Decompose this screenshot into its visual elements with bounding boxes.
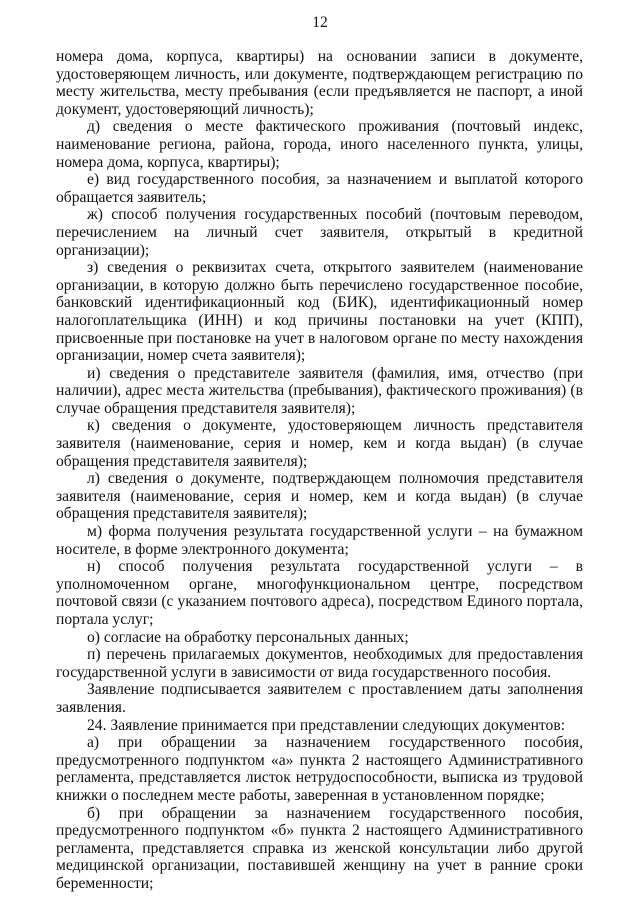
- paragraph-section-24: 24. Заявление принимается при представлении следующих документов:: [87, 716, 566, 734]
- paragraph-item-z: з) сведения о реквизитах счета, открытого заявителем (наименование организации, в которую должно быть перечислено государственное пособие, банковский идентификационный код (БИК), идентификационный номер налогоплательщика (ИНН) и код причины постановки на учет (КПП), присвоенные при постановке на учет в налоговом органе по месту нахождения организации, номер счета заявителя);: [56, 259, 583, 365]
- paragraph-item-b: б) при обращении за назначением государственного пособия, предусмотренного подпунктом «б» пункта 2 настоящего Административного регламента, представляется справка из женской консультации либо другой медицинской организации, поставившей женщину на учет в ранние сроки беременности;: [56, 804, 583, 892]
- paragraph-continuation: номера дома, корпуса, квартиры) на основании записи в документе, удостоверяющем личность, или документе, подтверждающем регистрацию по месту жительства, месту пребывания (если предъявляется не паспорт, а иной документ, удостоверяющий личность);: [56, 48, 583, 118]
- paragraph-item-n: н) способ получения результата государственной услуги – в уполномоченном органе, многофункциональном центре, посредством почтовой связи (с указанием почтового адреса), посредством Единого портала, портала услуг;: [56, 558, 583, 628]
- paragraph-item-l: л) сведения о документе, подтверждающем полномочия представителя заявителя (наименование, серия и номер, кем и когда выдан) (в случае обращения представителя заявителя);: [56, 470, 583, 523]
- paragraph-item-zh: ж) способ получения государственных пособий (почтовым переводом, перечислением на личный счет заявителя, открытый в кредитной организации);: [56, 206, 583, 259]
- paragraph-item-a: а) при обращении за назначением государственного пособия, предусмотренного подпунктом «а» пункта 2 настоящего Административного регламента, представляется листок нетрудоспособности, выписка из трудовой книжки о последнем месте работы, заверенная в установленном порядке;: [56, 734, 583, 804]
- paragraph-item-i: и) сведения о представителе заявителя (фамилия, имя, отчество (при наличии), адрес места жительства (пребывания), фактического проживания) (в случае обращения представителя заявителя);: [56, 364, 583, 417]
- paragraph-signature-note: Заявление подписывается заявителем с проставлением даты заполнения заявления.: [56, 681, 583, 716]
- document-body: [56, 48, 583, 893]
- paragraph-item-p: п) перечень прилагаемых документов, необходимых для предоставления государственной услуги в зависимости от вида государственного пособия.: [56, 646, 583, 681]
- paragraph-item-e: е) вид государственного пособия, за назначением и выплатой которого обращается заявитель;: [56, 171, 583, 206]
- paragraph-item-m: м) форма получения результата государственной услуги – на бумажном носителе, в форме электронного документа;: [56, 523, 583, 558]
- paragraph-item-d: д) сведения о месте фактического проживания (почтовый индекс, наименование региона, района, города, иного населенного пункта, улицы, номера дома, корпуса, квартиры);: [56, 118, 583, 171]
- paragraph-item-o: о) согласие на обработку персональных данных;: [87, 628, 409, 646]
- page-number: 12: [312, 14, 328, 31]
- paragraph-item-k: к) сведения о документе, удостоверяющем личность представителя заявителя (наименование, серия и номер, кем и когда выдан) (в случае обращения представителя заявителя);: [56, 417, 583, 470]
